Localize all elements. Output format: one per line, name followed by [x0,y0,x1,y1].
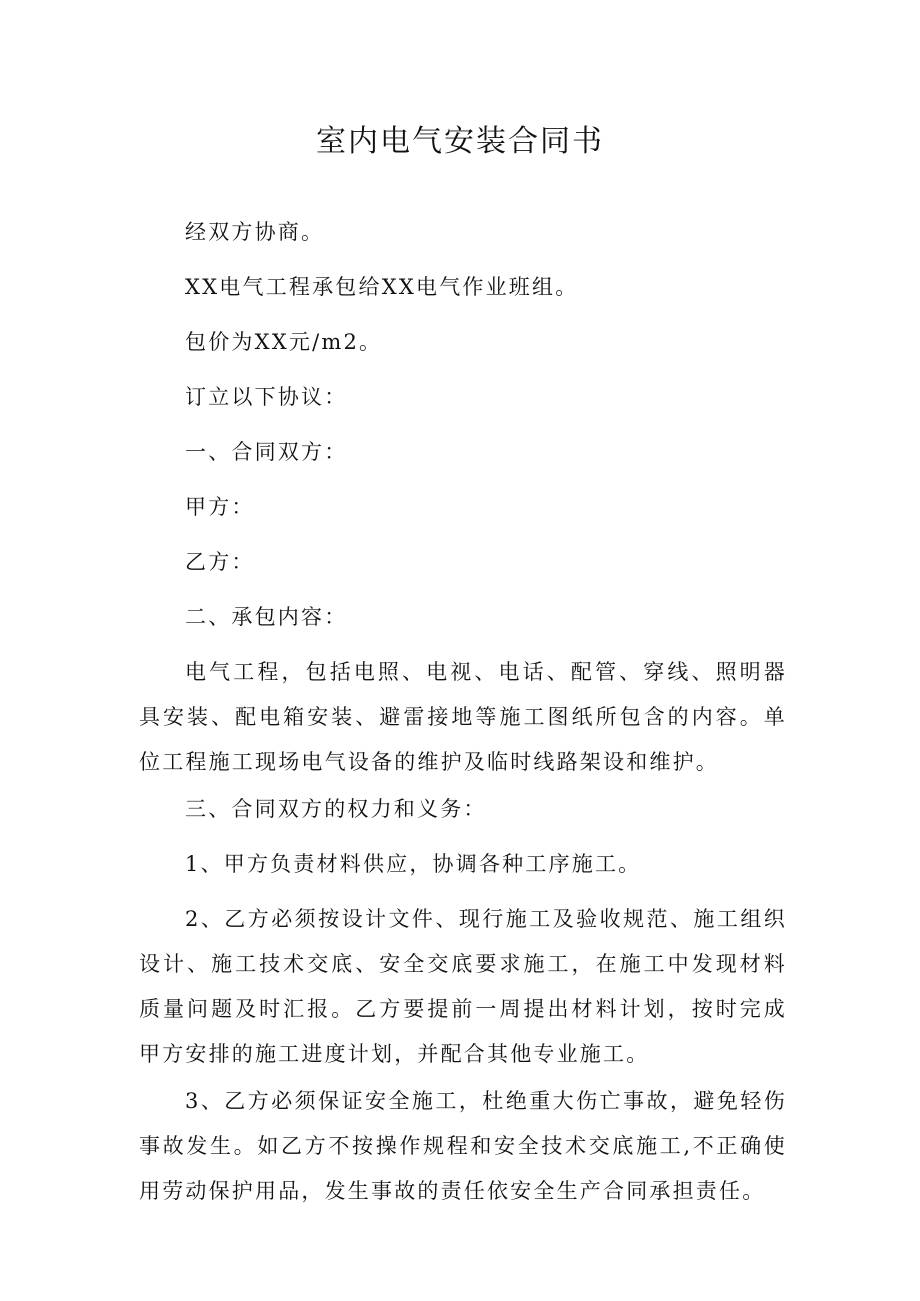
section-heading-parties: 一、合同双方： [185,440,348,464]
paragraph-intro: 经双方协商。 [185,220,325,244]
section-heading-rights: 三、合同双方的权力和义务： [185,797,487,821]
party-a-line: 甲方： [185,495,255,519]
paragraph-scope: 电气工程，包括电照、电视、电话、配管、穿线、照明器具安装、配电箱安装、避雷接地等施工图纸所包含的内容。单位工程施工现场电气设备的维护及临时线路架设和维护。 [139,660,787,774]
paragraph-price: 包价为XX元/m2。 [185,330,383,354]
section-heading-scope: 二、承包内容： [185,605,348,629]
clause-1: 1、甲方负责材料供应，协调各种工序施工。 [185,852,642,876]
paragraph-contractor: XX电气工程承包给XX电气作业班组。 [185,275,579,299]
clause-3: 3、乙方必须保证安全施工，杜绝重大伤亡事故，避免轻伤事故发生。如乙方不按操作规程和安全技术交底施工,不正确使用劳动保护用品，发生事故的责任依安全生产合同承担责任。 [139,1089,787,1203]
document-body [139,210,787,1224]
party-b-line: 乙方： [185,550,255,574]
document-title: 室内电气安装合同书 [316,124,604,159]
clause-2: 2、乙方必须按设计文件、现行施工及验收规范、施工组织设计、施工技术交底、安全交底要求施工，在施工中发现材料质量问题及时汇报。乙方要提前一周提出材料计划，按时完成甲方安排的施工进度计划，并配合其他专业施工。 [139,907,787,1066]
paragraph-agreement: 订立以下协议： [185,385,348,409]
